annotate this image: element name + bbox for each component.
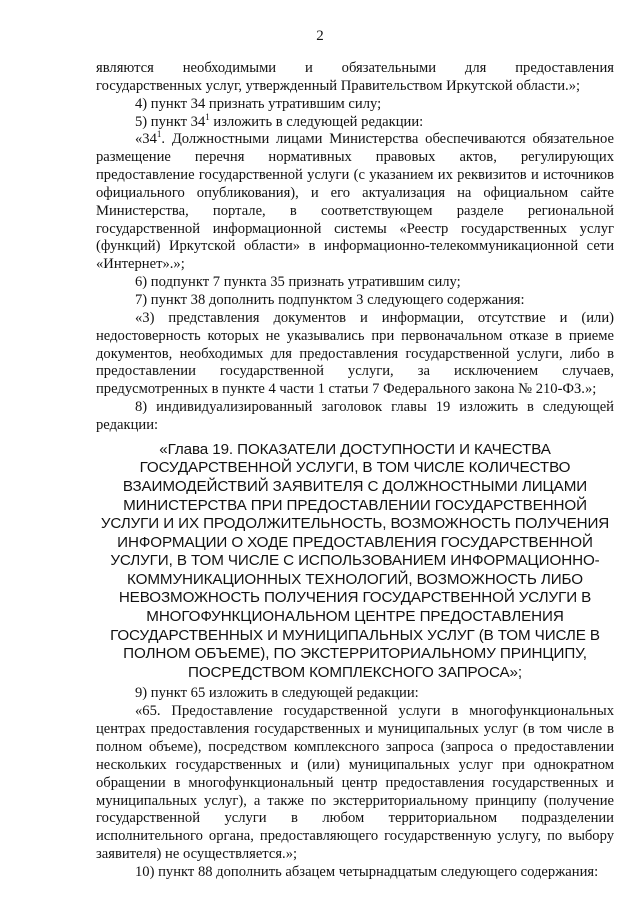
paragraph-text: . Должностными лицами Министерства обеспечиваются обязательное размещение перечня нормативных правовых актов, регулирующих предоставление государственной услуги (с указанием их реквизитов и источников официального опубликования), и его актуализация на официальном сайте Министерства, портале, в соответствующем разделе региональной государственной информационной системы «Реестр государственных услуг (функций) Иркутской области» в информационно-телекоммуникационной сети «Интернет».»;	[96, 131, 614, 273]
quoted-paragraph: «65. Предоставление государственной услуги в многофункциональных центрах предоставления государственных и муниципальных услуг (в том числе в полном объеме), посредством комплексного запроса (запроса о предоставлении нескольких государственных и (или) муниципальных услуг при однократном обращении в многофункциональный центр предоставления государственных и муниципальных услуг), а также по экстерриториальному принципу (получение государственной услуги в любом территориальном подразделении исполнительного органа, предоставляющего государственную услугу, по выбору заявителя) не осуществляется.»;	[96, 703, 614, 863]
paragraph-text: «34	[135, 131, 157, 148]
list-item-text: изложить в следующей редакции:	[209, 113, 424, 130]
list-item: 10) пункт 88 дополнить абзацем четырнадцатым следующего содержания:	[135, 863, 599, 880]
superscript: 1	[156, 129, 162, 140]
list-item: 4) пункт 34 признать утратившим силу;	[135, 95, 382, 112]
list-item: 6) подпункт 7 пункта 35 признать утратившим силу;	[135, 274, 461, 291]
list-item: 7) пункт 38 дополнить подпунктом 3 следующего содержания:	[135, 291, 525, 308]
page-number: 2	[316, 28, 324, 44]
chapter-heading: «Глава 19. ПОКАЗАТЕЛИ ДОСТУПНОСТИ И КАЧЕСТВА ГОСУДАРСТВЕННОЙ УСЛУГИ, В ТОМ ЧИСЛЕ КОЛИЧЕСТВО ВЗАИМОДЕЙСТВИЙ ЗАЯВИТЕЛЯ С ДОЛЖНОСТНЫМИ ЛИЦАМИ МИНИСТЕРСТВА ПРИ ПРЕДОСТАВЛЕНИИ ГОСУДАРСТВЕННОЙ УСЛУГИ И ИХ ПРОДОЛЖИТЕЛЬНОСТЬ, ВОЗМОЖНОСТЬ ПОЛУЧЕНИЯ ИНФОРМАЦИИ О ХОДЕ ПРЕДОСТАВЛЕНИЯ ГОСУДАРСТВЕННОЙ УСЛУГИ, В ТОМ ЧИСЛЕ С ИСПОЛЬЗОВАНИЕМ ИНФОРМАЦИОННО-КОММУНИКАЦИОННЫХ ТЕХНОЛОГИЙ, ВОЗМОЖНОСТЬ ЛИБО НЕВОЗМОЖНОСТЬ ПОЛУЧЕНИЯ ГОСУДАРСТВЕННОЙ УСЛУГИ В МНОГОФУНКЦИОНАЛЬНОМ ЦЕНТРЕ ПРЕДОСТАВЛЕНИЯ ГОСУДАРСТВЕННЫХ И МУНИЦИПАЛЬНЫХ УСЛУГ (В ТОМ ЧИСЛЕ В ПОЛНОМ ОБЪЕМЕ), ПО ЭКСТЕРРИТОРИАЛЬНОМУ ПРИНЦИПУ, ПОСРЕДСТВОМ КОМПЛЕКСНОГО ЗАПРОСА»;	[100, 440, 610, 681]
quoted-paragraph	[96, 131, 614, 274]
paragraph-line: государственных услуг, утвержденный Правительством Иркутской области.»;	[96, 77, 581, 94]
paragraph-line: являются необходимыми и обязательными для предоставления	[96, 60, 614, 76]
list-item: 9) пункт 65 изложить в следующей редакции:	[135, 685, 419, 702]
list-item: 8) индивидуализированный заголовок главы 19 изложить в следующей редакции:	[96, 399, 614, 433]
quoted-paragraph: «3) представления документов и информации, отсутствие и (или) недостоверность которых не указывались при первоначальном отказе в приеме документов, необходимых для предоставления государственной услуги, либо в предоставлении государственной услуги, за исключением случаев, предусмотренных в пункте 4 части 1 статьи 7 Федерального закона № 210-ФЗ.»;	[96, 309, 614, 398]
superscript: 1	[205, 111, 210, 122]
list-item-text: 5) пункт 34	[135, 113, 206, 130]
list-item	[96, 111, 614, 132]
document-body	[96, 60, 614, 882]
